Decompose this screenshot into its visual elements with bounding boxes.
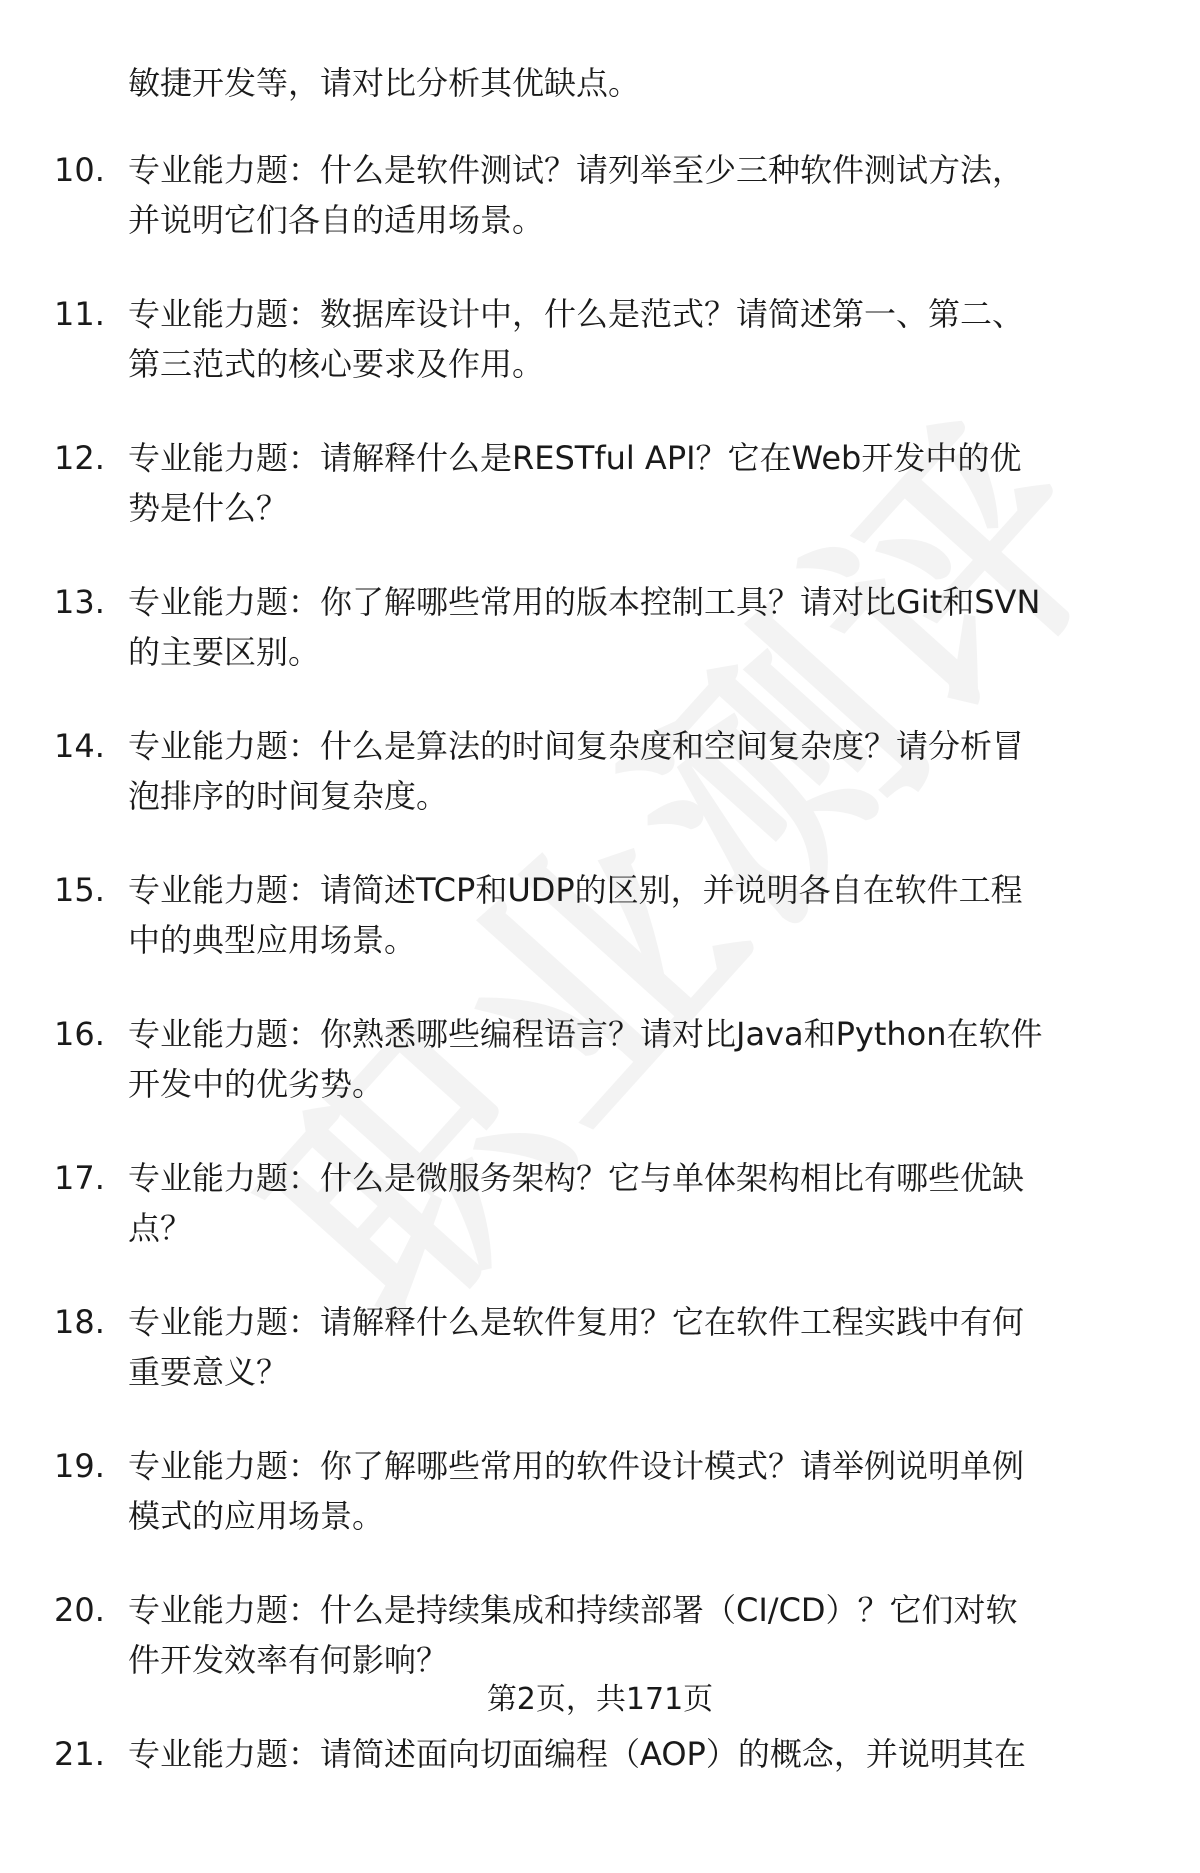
question-line: 专业能力题：请解释什么是软件复用？它在软件工程实践中有何 (128, 1303, 1025, 1341)
question-line: 专业能力题：请简述面向切面编程（AOP）的概念，并说明其在 (128, 1735, 1026, 1773)
question-line: 专业能力题：数据库设计中，什么是范式？请简述第一、第二、 (128, 295, 1025, 333)
question-line: 专业能力题：请解释什么是RESTful API？它在Web开发中的优 (128, 439, 1022, 477)
question-item (0, 1729, 1200, 1873)
question-item (0, 1441, 1200, 1585)
question-number: 20. (54, 1591, 105, 1629)
question-item (0, 145, 1200, 289)
question-item (0, 1297, 1200, 1441)
question-text (128, 289, 1168, 389)
question-line: 并说明它们各自的适用场景。 (128, 201, 545, 239)
question-line: 模式的应用场景。 (128, 1497, 385, 1535)
question-text (128, 721, 1168, 821)
question-number: 11. (54, 295, 105, 333)
question-text (128, 1009, 1168, 1109)
question-line: 专业能力题：什么是微服务架构？它与单体架构相比有哪些优缺 (128, 1159, 1025, 1197)
question-line: 专业能力题：请简述TCP和UDP的区别，并说明各自在软件工程 (128, 871, 1023, 909)
question-line: 专业能力题：你了解哪些常用的软件设计模式？请举例说明单例 (128, 1447, 1025, 1485)
question-line: 件开发效率有何影响？ (128, 1641, 449, 1679)
question-line: 重要意义？ (128, 1353, 289, 1391)
question-text (128, 1153, 1168, 1253)
question-line: 点？ (128, 1209, 193, 1247)
question-text (128, 1585, 1168, 1685)
question-text (128, 865, 1168, 965)
question-text (128, 1729, 1168, 1779)
question-line: 泡排序的时间复杂度。 (128, 777, 449, 815)
question-line: 势是什么？ (128, 489, 289, 527)
question-item (0, 1153, 1200, 1297)
question-number: 21. (54, 1735, 105, 1773)
question-text (128, 433, 1168, 533)
continuation-text: 敏捷开发等，请对比分析其优缺点。 (128, 64, 641, 102)
question-number: 13. (54, 583, 105, 621)
question-line: 专业能力题：什么是持续集成和持续部署（CI/CD）？它们对软 (128, 1591, 1018, 1629)
question-item (0, 577, 1200, 721)
question-line: 中的典型应用场景。 (128, 921, 417, 959)
question-number: 18. (54, 1303, 105, 1341)
question-number: 14. (54, 727, 105, 765)
question-line: 专业能力题：你了解哪些常用的版本控制工具？请对比Git和SVN (128, 583, 1041, 621)
question-number: 17. (54, 1159, 105, 1197)
question-item (0, 289, 1200, 433)
question-line: 开发中的优劣势。 (128, 1065, 385, 1103)
question-line: 专业能力题：你熟悉哪些编程语言？请对比Java和Python在软件 (128, 1015, 1043, 1053)
question-text (128, 1297, 1168, 1397)
question-text (128, 577, 1168, 677)
question-number: 16. (54, 1015, 105, 1053)
question-number: 10. (54, 151, 105, 189)
question-line: 的主要区别。 (128, 633, 321, 671)
question-line: 第三范式的核心要求及作用。 (128, 345, 545, 383)
page-footer: 第2页，共171页 (486, 1682, 714, 1717)
question-item (0, 721, 1200, 865)
question-text (128, 1441, 1168, 1541)
question-line: 专业能力题：什么是算法的时间复杂度和空间复杂度？请分析冒 (128, 727, 1025, 765)
question-item (0, 865, 1200, 1009)
question-list (0, 145, 1200, 1873)
question-number: 15. (54, 871, 105, 909)
question-number: 19. (54, 1447, 105, 1485)
question-number: 12. (54, 439, 105, 477)
question-text (128, 145, 1168, 245)
question-item (0, 1009, 1200, 1153)
question-item (0, 433, 1200, 577)
question-line: 专业能力题：什么是软件测试？请列举至少三种软件测试方法， (128, 151, 1025, 189)
